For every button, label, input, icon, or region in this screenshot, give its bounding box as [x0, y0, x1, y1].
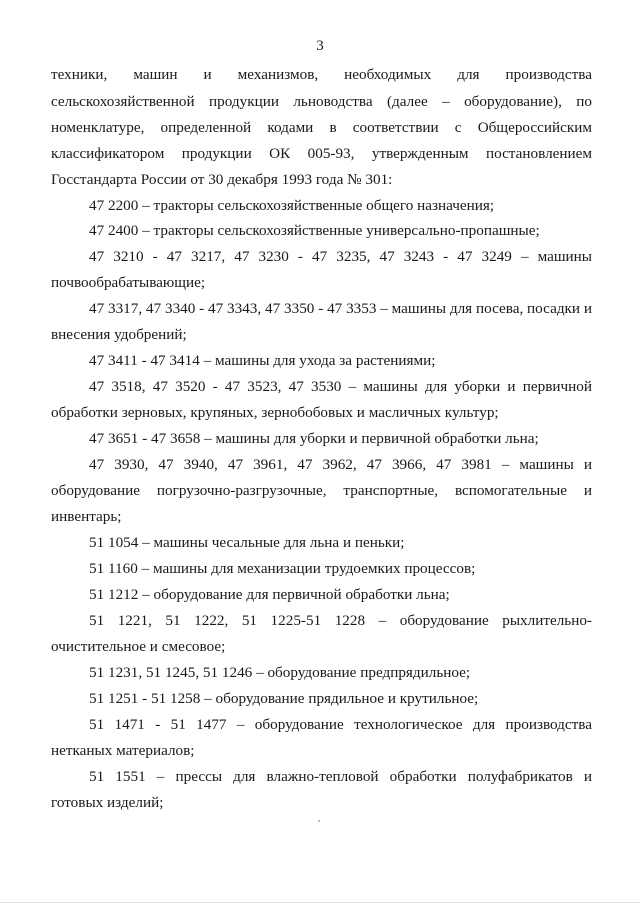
list-item: 47 2200 – тракторы сельскохозяйственные общего назначения;: [89, 197, 495, 214]
list-item: 47 3930, 47 3940, 47 3961, 47 3962, 47 3966, 47 3981 – машины и: [89, 456, 592, 473]
text-line: техники, машин и механизмов, необходимых для производства: [51, 66, 592, 83]
list-item-continuation: обработки зерновых, крупяных, зернобобовых и масличных культур;: [51, 404, 499, 421]
list-item: 51 1251 - 51 1258 – оборудование прядильное и крутильное;: [89, 690, 479, 707]
text-line: Госстандарта России от 30 декабря 1993 года № 301:: [51, 171, 393, 188]
text-line: классификатором продукции ОК 005-93, утвержденным постановлением: [51, 145, 592, 162]
list-item: 47 3651 - 47 3658 – машины для уборки и первичной обработки льна;: [89, 430, 539, 447]
list-item-continuation: внесения удобрений;: [51, 326, 187, 343]
list-item: 47 3411 - 47 3414 – машины для ухода за растениями;: [89, 352, 436, 369]
list-item-continuation: очистительное и смесовое;: [51, 638, 226, 655]
list-item: 51 1551 – прессы для влажно-тепловой обработки полуфабрикатов и: [89, 768, 592, 785]
list-item: 51 1471 - 51 1477 – оборудование технологическое для производства: [89, 716, 592, 733]
list-item: 47 3210 - 47 3217, 47 3230 - 47 3235, 47 3243 - 47 3249 – машины: [89, 248, 592, 265]
text-line: номенклатуре, определенной кодами в соответствии с Общероссийским: [51, 119, 592, 136]
list-item: 51 1221, 51 1222, 51 1225-51 1228 – оборудование рыхлительно-: [89, 612, 592, 629]
list-item-continuation: инвентарь;: [51, 508, 122, 525]
page-number: 3: [316, 38, 324, 54]
list-item: 51 1054 – машины чесальные для льна и пеньки;: [89, 534, 405, 551]
list-item-continuation: почвообрабатывающие;: [51, 274, 206, 291]
list-item: 47 3518, 47 3520 - 47 3523, 47 3530 – машины для уборки и первичной: [89, 378, 592, 395]
list-item-continuation: нетканых материалов;: [51, 742, 195, 759]
text-line: сельскохозяйственной продукции льноводства (далее – оборудование), по: [51, 93, 592, 110]
list-item: 51 1231, 51 1245, 51 1246 – оборудование предпрядильное;: [89, 664, 471, 681]
scan-edge: [0, 902, 640, 903]
list-item: 51 1212 – оборудование для первичной обработки льна;: [89, 586, 450, 603]
list-item: 47 2400 – тракторы сельскохозяйственные универсально-пропашные;: [89, 222, 540, 239]
list-item: 47 3317, 47 3340 - 47 3343, 47 3350 - 47 3353 – машины для посева, посадки и: [89, 300, 592, 317]
list-item-continuation: оборудование погрузочно-разгрузочные, транспортные, вспомогательные и: [51, 482, 592, 499]
scan-speck: [318, 820, 320, 822]
list-item: 51 1160 – машины для механизации трудоемких процессов;: [89, 560, 476, 577]
list-item-continuation: готовых изделий;: [51, 794, 164, 811]
